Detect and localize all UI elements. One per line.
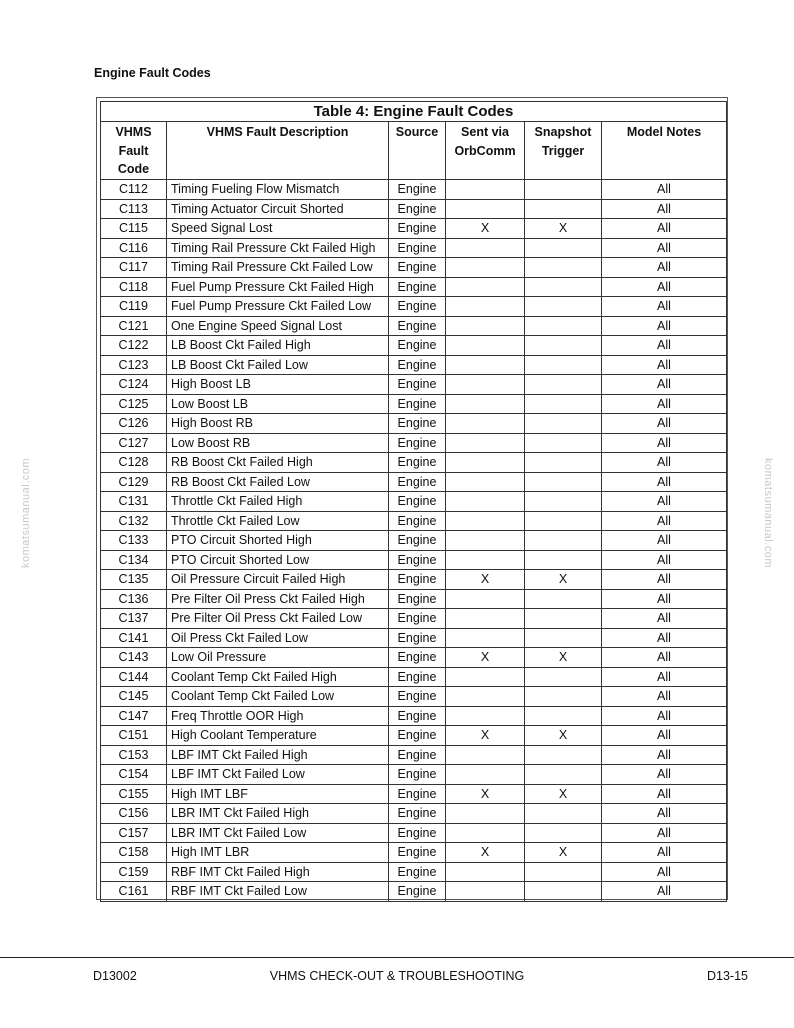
header-snapshot — [525, 122, 602, 180]
fault-code-cell: C151 — [101, 726, 167, 746]
snapshot-cell — [525, 258, 602, 278]
table-row — [101, 550, 727, 570]
snapshot-cell — [525, 336, 602, 356]
footer-section-title: VHMS CHECK-OUT & TROUBLESHOOTING — [269, 969, 525, 983]
fault-code-table-frame — [96, 97, 728, 900]
fault-code-cell: C112 — [101, 180, 167, 200]
source-cell: Engine — [389, 706, 446, 726]
orbcomm-cell — [446, 804, 525, 824]
source-cell: Engine — [389, 453, 446, 473]
table-row — [101, 297, 727, 317]
snapshot-cell — [525, 355, 602, 375]
fault-description-cell: Timing Fueling Flow Mismatch — [167, 180, 389, 200]
snapshot-cell — [525, 745, 602, 765]
model-notes-cell: All — [602, 316, 727, 336]
orbcomm-cell — [446, 550, 525, 570]
fault-code-cell: C141 — [101, 628, 167, 648]
fault-description-cell: High Coolant Temperature — [167, 726, 389, 746]
fault-description-cell: Low Oil Pressure — [167, 648, 389, 668]
orbcomm-cell — [446, 609, 525, 629]
model-notes-cell: All — [602, 784, 727, 804]
model-notes-cell: All — [602, 453, 727, 473]
fault-description-cell: Coolant Temp Ckt Failed High — [167, 667, 389, 687]
source-cell: Engine — [389, 687, 446, 707]
source-cell: Engine — [389, 492, 446, 512]
fault-description-cell: RBF IMT Ckt Failed High — [167, 862, 389, 882]
orbcomm-cell — [446, 297, 525, 317]
model-notes-cell: All — [602, 570, 727, 590]
orbcomm-cell — [446, 433, 525, 453]
fault-description-cell: Low Boost LB — [167, 394, 389, 414]
table-row — [101, 180, 727, 200]
header-model-notes — [602, 122, 727, 180]
fault-description-cell: High Boost LB — [167, 375, 389, 395]
fault-description-cell: PTO Circuit Shorted High — [167, 531, 389, 551]
orbcomm-cell — [446, 706, 525, 726]
orbcomm-cell — [446, 414, 525, 434]
snapshot-cell — [525, 277, 602, 297]
fault-code-cell: C158 — [101, 843, 167, 863]
fault-code-cell: C127 — [101, 433, 167, 453]
snapshot-cell: X — [525, 219, 602, 239]
orbcomm-cell: X — [446, 843, 525, 863]
orbcomm-cell — [446, 862, 525, 882]
table-row — [101, 433, 727, 453]
model-notes-cell: All — [602, 765, 727, 785]
source-cell: Engine — [389, 394, 446, 414]
orbcomm-cell: X — [446, 648, 525, 668]
source-cell: Engine — [389, 648, 446, 668]
table-row — [101, 414, 727, 434]
fault-description-cell: Timing Actuator Circuit Shorted — [167, 199, 389, 219]
model-notes-cell: All — [602, 394, 727, 414]
fault-description-cell: Fuel Pump Pressure Ckt Failed Low — [167, 297, 389, 317]
snapshot-cell — [525, 550, 602, 570]
orbcomm-cell — [446, 336, 525, 356]
snapshot-cell — [525, 628, 602, 648]
header-line: Fault — [118, 143, 149, 158]
table-row — [101, 628, 727, 648]
source-cell: Engine — [389, 862, 446, 882]
table-row — [101, 687, 727, 707]
fault-code-rows — [101, 180, 727, 902]
orbcomm-cell — [446, 745, 525, 765]
header-line: VHMS — [115, 125, 152, 139]
table-row — [101, 355, 727, 375]
snapshot-cell — [525, 511, 602, 531]
footer-page-number: D13-15 — [707, 969, 748, 983]
source-cell: Engine — [389, 316, 446, 336]
fault-description-cell: One Engine Speed Signal Lost — [167, 316, 389, 336]
snapshot-cell — [525, 472, 602, 492]
fault-description-cell: Low Boost RB — [167, 433, 389, 453]
snapshot-cell: X — [525, 784, 602, 804]
orbcomm-cell — [446, 277, 525, 297]
table-row — [101, 472, 727, 492]
fault-description-cell: Timing Rail Pressure Ckt Failed High — [167, 238, 389, 258]
source-cell: Engine — [389, 433, 446, 453]
model-notes-cell: All — [602, 511, 727, 531]
fault-code-cell: C143 — [101, 648, 167, 668]
orbcomm-cell — [446, 355, 525, 375]
table-row — [101, 570, 727, 590]
fault-description-cell: High Boost RB — [167, 414, 389, 434]
fault-code-cell: C132 — [101, 511, 167, 531]
source-cell: Engine — [389, 609, 446, 629]
source-cell: Engine — [389, 589, 446, 609]
fault-description-cell: PTO Circuit Shorted Low — [167, 550, 389, 570]
fault-description-cell: Freq Throttle OOR High — [167, 706, 389, 726]
snapshot-cell: X — [525, 843, 602, 863]
header-fault-code — [101, 122, 167, 180]
fault-code-cell: C161 — [101, 882, 167, 902]
table-row — [101, 804, 727, 824]
source-cell: Engine — [389, 882, 446, 902]
table-row — [101, 531, 727, 551]
fault-description-cell: Speed Signal Lost — [167, 219, 389, 239]
model-notes-cell: All — [602, 628, 727, 648]
fault-code-cell: C144 — [101, 667, 167, 687]
snapshot-cell — [525, 433, 602, 453]
table-row — [101, 609, 727, 629]
model-notes-cell: All — [602, 277, 727, 297]
fault-code-cell: C123 — [101, 355, 167, 375]
footer-document-id: D13002 — [93, 969, 137, 983]
table-row — [101, 492, 727, 512]
model-notes-cell: All — [602, 375, 727, 395]
source-cell: Engine — [389, 550, 446, 570]
model-notes-cell: All — [602, 589, 727, 609]
fault-code-cell: C115 — [101, 219, 167, 239]
snapshot-cell — [525, 180, 602, 200]
table-row — [101, 843, 727, 863]
model-notes-cell: All — [602, 687, 727, 707]
snapshot-cell — [525, 589, 602, 609]
table-row — [101, 238, 727, 258]
header-line: Model Notes — [626, 125, 702, 139]
source-cell: Engine — [389, 336, 446, 356]
fault-code-cell: C125 — [101, 394, 167, 414]
snapshot-cell — [525, 414, 602, 434]
table-row — [101, 648, 727, 668]
table-title: Table 4: Engine Fault Codes — [100, 101, 727, 121]
orbcomm-cell — [446, 667, 525, 687]
orbcomm-cell — [446, 823, 525, 843]
orbcomm-cell — [446, 531, 525, 551]
header-source — [389, 122, 446, 180]
fault-description-cell: Coolant Temp Ckt Failed Low — [167, 687, 389, 707]
orbcomm-cell: X — [446, 219, 525, 239]
snapshot-cell — [525, 706, 602, 726]
orbcomm-cell — [446, 687, 525, 707]
source-cell: Engine — [389, 804, 446, 824]
snapshot-cell — [525, 531, 602, 551]
table-header-row — [101, 122, 727, 180]
snapshot-cell — [525, 667, 602, 687]
fault-code-cell: C137 — [101, 609, 167, 629]
orbcomm-cell — [446, 238, 525, 258]
fault-description-cell: LB Boost Ckt Failed High — [167, 336, 389, 356]
fault-description-cell: High IMT LBF — [167, 784, 389, 804]
orbcomm-cell — [446, 511, 525, 531]
snapshot-cell — [525, 199, 602, 219]
watermark-left: komatsumanual.com — [20, 458, 32, 568]
fault-description-cell: Throttle Ckt Failed High — [167, 492, 389, 512]
fault-description-cell: RBF IMT Ckt Failed Low — [167, 882, 389, 902]
table-row — [101, 394, 727, 414]
fault-description-cell: LBF IMT Ckt Failed Low — [167, 765, 389, 785]
snapshot-cell — [525, 238, 602, 258]
fault-description-cell: LBR IMT Ckt Failed High — [167, 804, 389, 824]
fault-code-cell: C131 — [101, 492, 167, 512]
snapshot-cell — [525, 804, 602, 824]
table-row — [101, 784, 727, 804]
orbcomm-cell — [446, 765, 525, 785]
header-line: Trigger — [541, 143, 585, 158]
fault-description-cell: Pre Filter Oil Press Ckt Failed High — [167, 589, 389, 609]
table-row — [101, 511, 727, 531]
source-cell: Engine — [389, 765, 446, 785]
snapshot-cell: X — [525, 570, 602, 590]
orbcomm-cell — [446, 492, 525, 512]
fault-code-cell: C157 — [101, 823, 167, 843]
fault-code-cell: C153 — [101, 745, 167, 765]
fault-code-cell: C133 — [101, 531, 167, 551]
fault-code-cell: C134 — [101, 550, 167, 570]
fault-description-cell: LB Boost Ckt Failed Low — [167, 355, 389, 375]
table-row — [101, 726, 727, 746]
fault-description-cell: LBR IMT Ckt Failed Low — [167, 823, 389, 843]
snapshot-cell — [525, 882, 602, 902]
header-line: VHMS Fault Description — [206, 125, 349, 139]
model-notes-cell: All — [602, 472, 727, 492]
source-cell: Engine — [389, 823, 446, 843]
fault-code-cell: C136 — [101, 589, 167, 609]
table-row — [101, 258, 727, 278]
section-heading: Engine Fault Codes — [94, 66, 211, 80]
header-line: Source — [395, 125, 439, 139]
fault-description-cell: Throttle Ckt Failed Low — [167, 511, 389, 531]
source-cell: Engine — [389, 726, 446, 746]
model-notes-cell: All — [602, 297, 727, 317]
fault-code-cell: C128 — [101, 453, 167, 473]
model-notes-cell: All — [602, 706, 727, 726]
table-row — [101, 219, 727, 239]
fault-code-cell: C124 — [101, 375, 167, 395]
source-cell: Engine — [389, 843, 446, 863]
snapshot-cell — [525, 453, 602, 473]
snapshot-cell — [525, 687, 602, 707]
fault-code-cell: C156 — [101, 804, 167, 824]
table-row — [101, 765, 727, 785]
header-line: OrbComm — [454, 143, 516, 158]
orbcomm-cell — [446, 882, 525, 902]
source-cell: Engine — [389, 570, 446, 590]
fault-description-cell: RB Boost Ckt Failed Low — [167, 472, 389, 492]
orbcomm-cell — [446, 316, 525, 336]
table-row — [101, 375, 727, 395]
source-cell: Engine — [389, 219, 446, 239]
model-notes-cell: All — [602, 667, 727, 687]
fault-code-table — [100, 101, 727, 902]
orbcomm-cell — [446, 199, 525, 219]
orbcomm-cell — [446, 258, 525, 278]
header-line: Code — [117, 162, 150, 176]
model-notes-cell: All — [602, 550, 727, 570]
table-row — [101, 316, 727, 336]
source-cell: Engine — [389, 531, 446, 551]
orbcomm-cell — [446, 628, 525, 648]
fault-description-cell: Oil Pressure Circuit Failed High — [167, 570, 389, 590]
fault-description-cell: Fuel Pump Pressure Ckt Failed High — [167, 277, 389, 297]
snapshot-cell — [525, 765, 602, 785]
table-row — [101, 277, 727, 297]
table-row — [101, 453, 727, 473]
source-cell: Engine — [389, 667, 446, 687]
footer-rule — [0, 957, 794, 958]
snapshot-cell — [525, 609, 602, 629]
model-notes-cell: All — [602, 745, 727, 765]
source-cell: Engine — [389, 472, 446, 492]
model-notes-cell: All — [602, 804, 727, 824]
table-row — [101, 882, 727, 902]
model-notes-cell: All — [602, 433, 727, 453]
model-notes-cell: All — [602, 648, 727, 668]
source-cell: Engine — [389, 375, 446, 395]
fault-description-cell: High IMT LBR — [167, 843, 389, 863]
model-notes-cell: All — [602, 726, 727, 746]
fault-description-cell: LBF IMT Ckt Failed High — [167, 745, 389, 765]
model-notes-cell: All — [602, 492, 727, 512]
table-row — [101, 589, 727, 609]
orbcomm-cell — [446, 453, 525, 473]
fault-description-cell: Oil Press Ckt Failed Low — [167, 628, 389, 648]
table-row — [101, 862, 727, 882]
model-notes-cell: All — [602, 843, 727, 863]
model-notes-cell: All — [602, 609, 727, 629]
fault-description-cell: Pre Filter Oil Press Ckt Failed Low — [167, 609, 389, 629]
fault-code-cell: C113 — [101, 199, 167, 219]
source-cell: Engine — [389, 784, 446, 804]
watermark-right: komatsumanual.com — [762, 458, 774, 568]
orbcomm-cell — [446, 394, 525, 414]
model-notes-cell: All — [602, 258, 727, 278]
fault-code-cell: C145 — [101, 687, 167, 707]
table-row — [101, 667, 727, 687]
snapshot-cell — [525, 394, 602, 414]
fault-code-cell: C159 — [101, 862, 167, 882]
fault-code-cell: C119 — [101, 297, 167, 317]
source-cell: Engine — [389, 297, 446, 317]
fault-description-cell: Timing Rail Pressure Ckt Failed Low — [167, 258, 389, 278]
fault-code-cell: C147 — [101, 706, 167, 726]
table-row — [101, 199, 727, 219]
orbcomm-cell — [446, 180, 525, 200]
snapshot-cell — [525, 823, 602, 843]
fault-code-cell: C129 — [101, 472, 167, 492]
model-notes-cell: All — [602, 219, 727, 239]
source-cell: Engine — [389, 258, 446, 278]
model-notes-cell: All — [602, 882, 727, 902]
snapshot-cell — [525, 316, 602, 336]
orbcomm-cell: X — [446, 726, 525, 746]
orbcomm-cell — [446, 589, 525, 609]
model-notes-cell: All — [602, 862, 727, 882]
snapshot-cell — [525, 375, 602, 395]
model-notes-cell: All — [602, 823, 727, 843]
model-notes-cell: All — [602, 355, 727, 375]
fault-code-cell: C118 — [101, 277, 167, 297]
source-cell: Engine — [389, 628, 446, 648]
model-notes-cell: All — [602, 414, 727, 434]
source-cell: Engine — [389, 511, 446, 531]
header-description — [167, 122, 389, 180]
fault-code-cell: C135 — [101, 570, 167, 590]
source-cell: Engine — [389, 238, 446, 258]
source-cell: Engine — [389, 199, 446, 219]
orbcomm-cell — [446, 375, 525, 395]
orbcomm-cell — [446, 472, 525, 492]
snapshot-cell — [525, 492, 602, 512]
snapshot-cell — [525, 297, 602, 317]
header-line: Snapshot — [534, 125, 592, 139]
fault-description-cell: RB Boost Ckt Failed High — [167, 453, 389, 473]
snapshot-cell — [525, 862, 602, 882]
model-notes-cell: All — [602, 180, 727, 200]
source-cell: Engine — [389, 745, 446, 765]
fault-code-cell: C122 — [101, 336, 167, 356]
source-cell: Engine — [389, 277, 446, 297]
fault-code-cell: C121 — [101, 316, 167, 336]
table-row — [101, 823, 727, 843]
source-cell: Engine — [389, 180, 446, 200]
fault-code-cell: C154 — [101, 765, 167, 785]
table-row — [101, 706, 727, 726]
table-row — [101, 745, 727, 765]
header-line: Sent via — [461, 125, 509, 139]
model-notes-cell: All — [602, 238, 727, 258]
fault-code-cell: C155 — [101, 784, 167, 804]
model-notes-cell: All — [602, 336, 727, 356]
snapshot-cell: X — [525, 648, 602, 668]
source-cell: Engine — [389, 414, 446, 434]
orbcomm-cell: X — [446, 784, 525, 804]
source-cell: Engine — [389, 355, 446, 375]
model-notes-cell: All — [602, 531, 727, 551]
fault-code-cell: C117 — [101, 258, 167, 278]
header-orbcomm — [446, 122, 525, 180]
fault-code-cell: C126 — [101, 414, 167, 434]
table-row — [101, 336, 727, 356]
snapshot-cell: X — [525, 726, 602, 746]
fault-code-cell: C116 — [101, 238, 167, 258]
orbcomm-cell: X — [446, 570, 525, 590]
model-notes-cell: All — [602, 199, 727, 219]
